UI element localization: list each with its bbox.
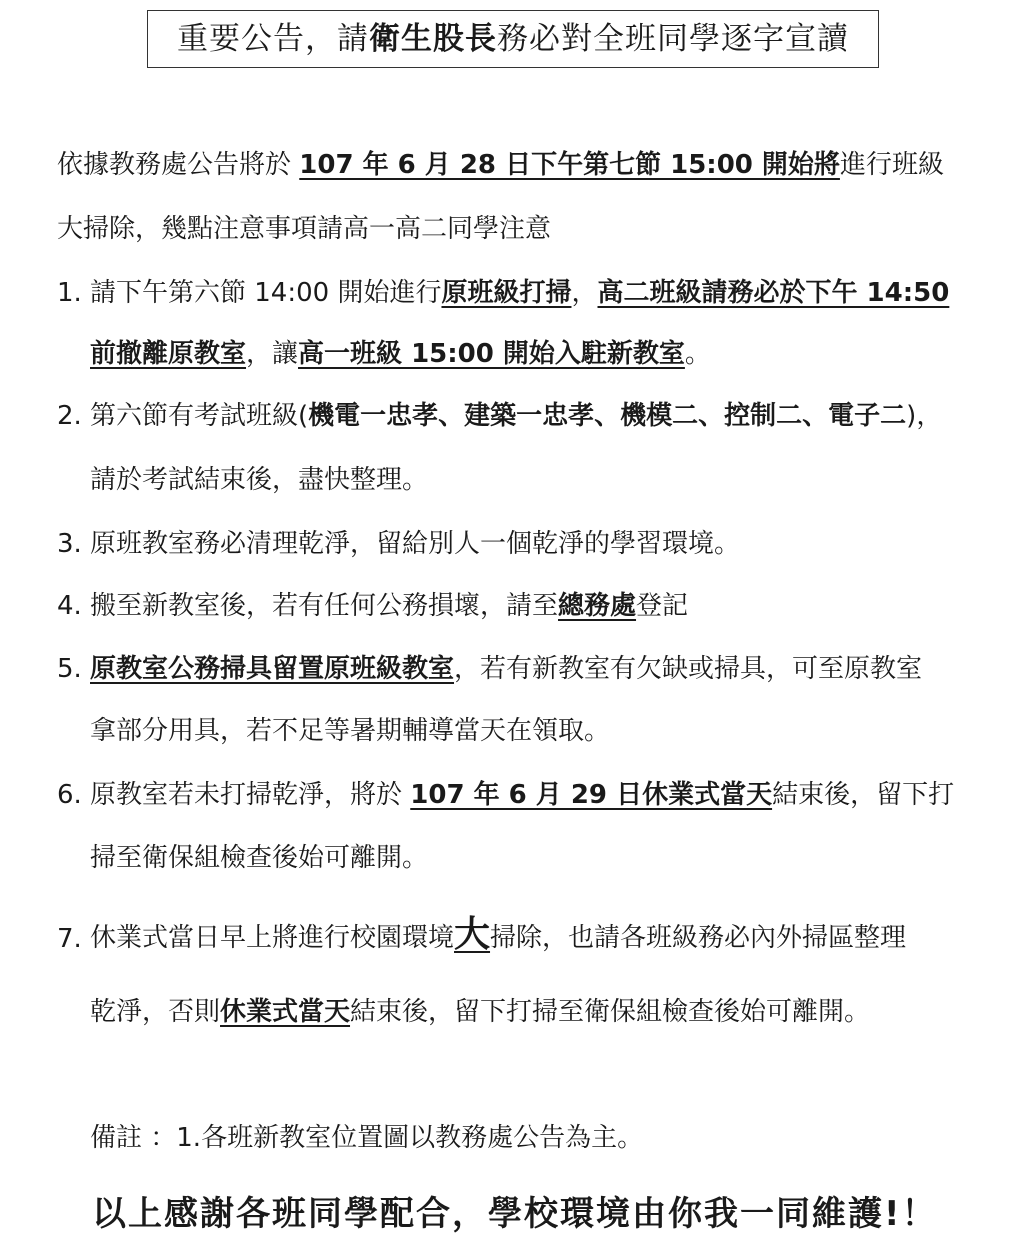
- item-4-line-1: [90, 588, 688, 624]
- item-7-big-emphasis: 大: [454, 914, 491, 955]
- item-number: 3.: [57, 529, 82, 559]
- item-number: 7.: [57, 924, 82, 954]
- item-number: 5.: [57, 654, 82, 684]
- item-1-emphasis-c: 前撤離原教室: [90, 339, 247, 369]
- item-7-emphasis: 休業式當天: [220, 997, 351, 1027]
- item-number: 2.: [57, 401, 82, 431]
- item-1-text-2: ，讓: [246, 339, 299, 369]
- item-1-period: 。: [684, 339, 711, 369]
- item-1-emphasis-a: 原班級打掃: [441, 278, 572, 308]
- item-1-emphasis-b: 高二班級請務必於下午 14:50: [597, 278, 950, 308]
- item-1-line-1: [90, 275, 949, 311]
- item-number: 6.: [57, 780, 82, 810]
- item-6-text: 原教室若未打掃乾淨，將於: [90, 780, 411, 810]
- item-2-line-2: 請於考試結束後，盡快整理。: [90, 465, 429, 495]
- intro-line-1: [57, 147, 944, 183]
- remark-note: 備註 ：1.各班新教室位置圖以教務處公告為主。: [90, 1123, 644, 1153]
- item-4-emphasis: 總務處: [558, 591, 637, 621]
- item-7-text-2: 掃除，也請各班級務必內外掃區整理: [490, 923, 907, 953]
- item-5-emphasis: 原教室公務掃具留置原班級教室: [90, 654, 455, 684]
- item-5-line-2: 拿部分用具，若不足等暑期輔導當天在領取。: [90, 716, 611, 746]
- item-5-line-1: [90, 651, 922, 687]
- item-6-line-1: [90, 777, 954, 813]
- intro-date-emphasis: 107 年 6 月 28 日下午第七節 15:00 開始將: [299, 150, 840, 180]
- title-text-end: 務必對全班同學逐字宣讀: [497, 21, 849, 57]
- announcement-title: [147, 10, 879, 68]
- item-7-text-end: 結束後，留下打掃至衛保組檢查後始可離開。: [350, 997, 871, 1027]
- item-2-text: 第六節有考試班級(: [90, 401, 309, 431]
- item-6-text-end: 結束後，留下打: [772, 780, 955, 810]
- item-2-line-1: [90, 398, 942, 434]
- item-1-comma: ，: [571, 278, 598, 308]
- item-2-classes-bold: 機電一忠孝、建築一忠孝、機模二、控制二、電子二: [308, 401, 907, 431]
- item-7-text: 休業式當日早上將進行校園環境: [90, 923, 455, 953]
- item-1-emphasis-d: 高一班級 15:00 開始入駐新教室: [298, 339, 685, 369]
- item-7-line-1: [90, 914, 907, 956]
- title-role-bold: 衛生股長: [369, 21, 497, 57]
- item-4-text-end: 登記: [636, 591, 689, 621]
- item-3-line-1: 原班教室務必清理乾淨，留給別人一個乾淨的學習環境。: [90, 529, 741, 559]
- item-1-line-2: [90, 336, 711, 372]
- item-6-emphasis: 107 年 6 月 29 日休業式當天: [410, 780, 773, 810]
- item-number: 4.: [57, 591, 82, 621]
- item-2-text-end: )，: [906, 401, 943, 431]
- item-4-text: 搬至新教室後，若有任何公務損壞，請至: [90, 591, 559, 621]
- item-6-line-2: 掃至衛保組檢查後始可離開。: [90, 843, 429, 873]
- closing-statement: 以上感謝各班同學配合，學校環境由你我一同維護!！: [92, 1194, 938, 1234]
- item-7-line-2: [90, 994, 870, 1030]
- intro-text-end: 進行班級: [839, 150, 944, 180]
- intro-text: 依據教務處公告將於: [57, 150, 300, 180]
- item-7-text-3: 乾淨，否則: [90, 997, 221, 1027]
- item-5-text: ，若有新教室有欠缺或掃具，可至原教室: [454, 654, 923, 684]
- item-1-text: 請下午第六節 14:00 開始進行: [90, 278, 442, 308]
- title-text-start: 重要公告，請: [177, 21, 369, 57]
- item-number: 1.: [57, 278, 82, 308]
- intro-line-2: 大掃除，幾點注意事項請高一高二同學注意: [57, 214, 552, 244]
